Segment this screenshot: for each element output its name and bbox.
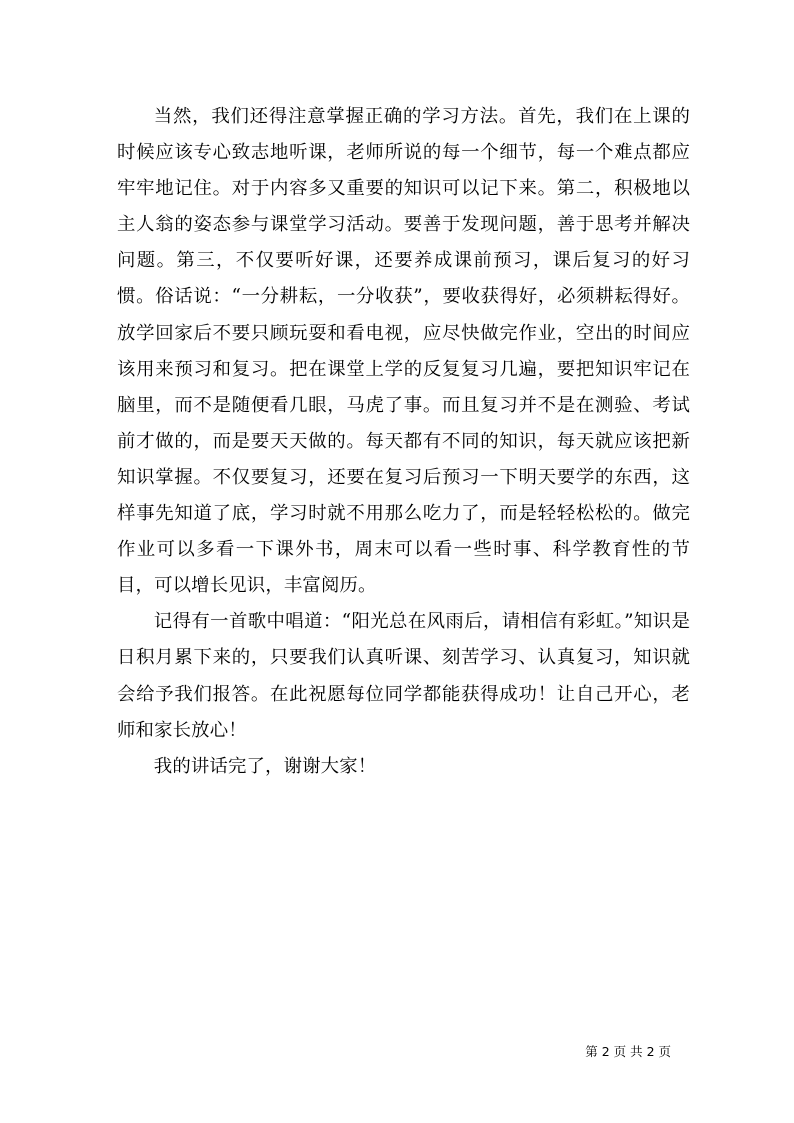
paragraph-song-quote: 记得有一首歌中唱道：“阳光总在风雨后，请相信有彩虹。”知识是日积月累下来的，只要我们认真听课、刻苦学习、认真复习，知识就会给予我们报答。在此祝愿每位同学都能获得成功！让自己开心，老师和家长放心！: [117, 611, 690, 741]
page-footer: 第 2 页 共 2 页: [585, 1044, 671, 1059]
document-body: [117, 99, 690, 785]
paragraph-closing: 我的讲话完了，谢谢大家！: [153, 755, 377, 777]
paragraph-study-methods: 当然，我们还得注意掌握正确的学习方法。首先，我们在上课的时候应该专心致志地听课，老师所说的每一个细节，每一个难点都应牢牢地记住。对于内容多又重要的知识可以记下来。第二，积极地以主人翁的姿态参与课堂学习活动。要善于发现问题，善于思考并解决问题。第三，不仅要听好课，还要养成课前预习，课后复习的好习惯。俗话说：“一分耕耘，一分收获”，要收获得好，必须耕耘得好。放学回家后不要只顾玩耍和看电视，应尽快做完作业，空出的时间应该用来预习和复习。把在课堂上学的反复复习几遍，要把知识牢记在脑里，而不是随便看几眼，马虎了事。而且复习并不是在测验、考试前才做的，而是要天天做的。每天都有不同的知识，每天就应该把新知识掌握。不仅要复习，还要在复习后预习一下明天要学的东西，这样事先知道了底，学习时就不用那么吃力了，而是轻轻松松的。做完作业可以多看一下课外书，周末可以看一些时事、科学教育性的节目，可以增长见识，丰富阅历。: [117, 106, 690, 597]
